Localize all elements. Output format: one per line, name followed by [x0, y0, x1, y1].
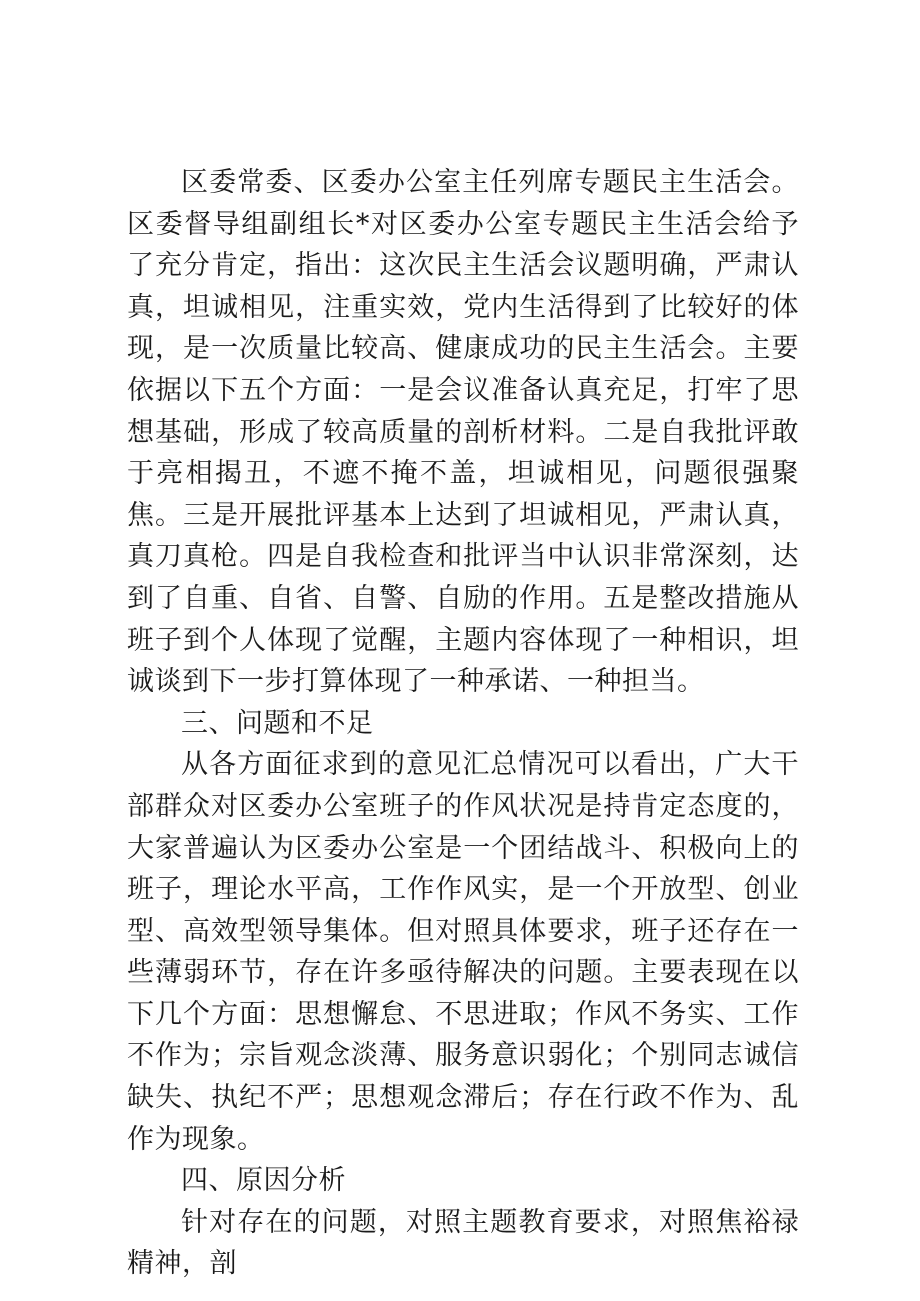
section-heading-causes: 四、原因分析: [181, 1165, 346, 1197]
section-heading-problems: 三、问题和不足: [181, 707, 374, 739]
document-body: [127, 162, 799, 1285]
paragraph-review-summary: 区委常委、区委办公室主任列席专题民主生活会。区委督导组副组长*对区委办公室专题民主生活会给予了充分肯定，指出：这次民主生活会议题明确，严肃认真，坦诚相见，注重实效，党内生活得到了比较好的体现，是一次质量比较高、健康成功的民主生活会。主要依据以下五个方面：一是会议准备认真充足，打牢了思想基础，形成了较高质量的剖析材料。二是自我批评敢于亮相揭丑，不遮不掩不盖，坦诚相见，问题很强聚焦。三是开展批评基本上达到了坦诚相见，严肃认真，真刀真枪。四是自我检查和批评当中认识非常深刻，达到了自重、自省、自警、自励的作用。五是整改措施从班子到个人体现了觉醒，主题内容体现了一种相识，坦诚谈到下一步打算体现了一种承诺、一种担当。: [127, 167, 799, 698]
paragraph-problems: 从各方面征求到的意见汇总情况可以看出，广大干部群众对区委办公室班子的作风状况是持肯定态度的，大家普遍认为区委办公室是一个团结战斗、积极向上的班子，理论水平高，工作作风实，是一个开放型、创业型、高效型领导集体。但对照具体要求，班子还存在一些薄弱环节，存在许多亟待解决的问题。主要表现在以下几个方面：思想懈怠、不思进取；作风不务实、工作不作为；宗旨观念淡薄、服务意识弱化；个别同志诚信缺失、执纪不严；思想观念滞后；存在行政不作为、乱作为现象。: [127, 749, 799, 1155]
paragraph-causes-start: 针对存在的问题，对照主题教育要求，对照焦裕禄精神，剖: [127, 1206, 799, 1280]
